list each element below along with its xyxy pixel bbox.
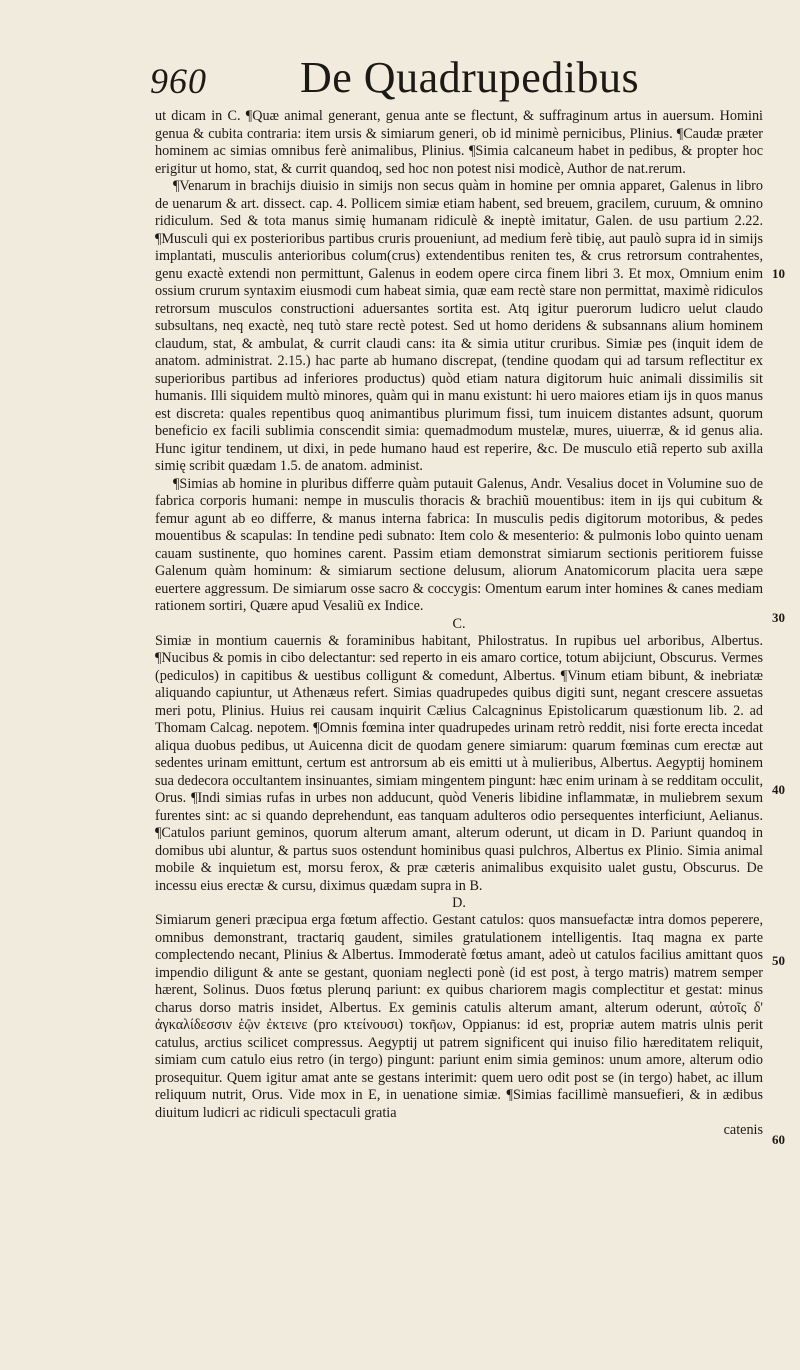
section-c-text: Simiæ in montium cauernis & foraminibus habitant, Philostratus. In rupibus uel arboribus, Albertus. ¶Nucibus & pomis in cibo delectantur: sed reperto in eis amaro cortice, totum abijciunt, Obscurus. Vermes (pediculos) in capitibus & uestibus colligunt & comedunt, Albertus. ¶Vinum etiam bibunt, & inebriatæ aliquando capiuntur, ut Athenæus refert. Simias quadrupedes quibus digiti sunt, negant crescere assuetas meri potu, Plinius. Huius rei causam inquirit Cælius Calcagninus Epistolicarum quæstionum lib. 2. ad Thomam Calcag. nepotem. ¶Omnis fœmina inter quadrupedes urinam retrò reddit, nisi forte erecta incedat aliqua duobus pedibus, ut Auicenna dicit de quodam genere simiarum: quarum fœminas cum erectæ aut sedentes urinam emittunt, certum est antrorsum ab eis emitti ut à mulieribus, Albertus. Aegyptij hominem sua dedecora occultantem insinuantes, simiam mingentem pingunt: hæc enim urinam à se redditam occulit, Orus. ¶Indi simias rufas in urbes non adducunt, quòd Veneris libidine inflammatæ, in muliebrem sexum furentes sint: ac si quando deprehendunt, eas tanquam adulteros odio persequentes interficiunt, Aelianus. ¶Catulos pariunt geminos, quorum alterum amant, alterum oderunt, ut dicam in D. Pariunt quandoq in domibus ubi aluntur, & partus suos ostendunt hominibus quasi pulchros, Albertus ex Plinio. Simia animal mobile & inquietum est, morsu ferox, & præ cæteris animalibus exquisito ualet gustu, Obscurus. De incessu eius erectæ & cursu, diximus quædam supra in B. xyxy=(155,632,763,894)
body-text xyxy=(155,108,763,1140)
catchword: catenis xyxy=(723,1122,763,1138)
section-letter-d: D. xyxy=(452,895,466,911)
paragraph-3: ¶Simias ab homine in pluribus differre quàm putauit Galenus, Andr. Vesalius docet in Volumine suo de fabrica corporis humani: nempe in musculis thoracis & brachiũ mouentibus: item in ijs qui cubitum & femur agunt ab eo differre, & manus interna fabrica: In musculis pedis digitorum motoribus, & pedes mouentibus & scapulas: In tendine pedi subnato: Item colo & mesenterio: & pulmonis lobo quinto uenam cauam sustinente, quo homines carent. Passim etiam demonstrat simiarum sectionis peritiorem fuisse Galenum quàm hominum: & simiarum sectione delusum, aliorum Anatomicorum placita uera sæpe euertere aggressum. De simiarum osse sacro & coccygis: Omentum earum inter homines & canes mediam rationem sortiri, Quære apud Vesaliũ ex Indice. xyxy=(155,475,763,614)
margin-number-40: 40 xyxy=(772,782,785,797)
page-header xyxy=(150,52,770,112)
paragraph-2: ¶Venarum in brachijs diuisio in simijs non secus quàm in homine per omnia apparet, Galenus in libro de uenarum & art. dissect. cap. 4. Pollicem simiæ etiam habent, sed breuem, gracilem, curuum, & omnino ridiculum. Sed & tota manus simię humanam ridiculè & ineptè imitatur, Galen. de usu partium 2.22. ¶Musculi qui ex posterioribus partibus cruris proueniunt, ad medium ferè tibię, aut paulò supra id in simijs implantati, musculis anterioribus colum(crus) extendentibus reniten tes, & crus retrorsum contrahentes, genu exactè extendi non permittunt, Galenus in eodem opere circa finem libri 3. Et mox, Omnium enim ossium crurum syntaxim eiusmodi cum habeat simia, quæ eam rectè stare non permittat, maximè ridiculos retrorsum musculos constructioni aduersantes sortita est. Atq igitur puerorum ludicro uelut claudo subsultans, neq exactè, neq tutò stare rectè potest. Sed ut homo deridens & subsannans alium hominem claudum, stat, & ambulat, & currit claudi cans: ita & simia utitur cruribus. Simiæ pes (inquit idem de anatom. administrat. 2.15.) hac parte ab humano discrepat, (tendine quodam qui ad tarsum reflectitur ex superioribus partibus ad inferiores productus) quòd etiam natura digitorum huic animali dissimilis sit humanis. Illi siquidem multò minores, quàm qui in manu existunt: hi uero maiores etiam ijs in quos manus est discreta: quales repentibus quoq animantibus plurimum fissi, tum inuicem distantes adsunt, quorum beneficio ex facili sublimia conscendit simia: quemadmodum mustelæ, mures, uiuerræ, & id genus alia. Hunc igitur tendinem, ut dixi, in pede humano haud est reperire, &c. De musculo etiã reperto sub axilla simię scribit quædam 1.5. de anatom. administ. xyxy=(155,178,763,474)
paragraph-1: ut dicam in C. ¶Quæ animal generant, genua ante se flectunt, & suffraginum artus in auersum. Homini genua & cubita contraria: item ursis & simiarum generi, ob id minimè pernicibus, Plinius. ¶Caudæ præter hominem ac simias omnibus ferè animalibus, Plinius. ¶Simia calcaneum habet in pedibus, & propter hoc erigitur ut homo, stat, & currit quandoq, sed hoc non potest nisi modicè, Author de nat.rerum. xyxy=(155,108,763,177)
margin-number-50: 50 xyxy=(772,953,785,968)
page-number: 960 xyxy=(150,61,207,101)
margin-number-10: 10 xyxy=(772,266,785,281)
section-d-text: Simiarum generi præcipua erga fœtum affectio. Gestant catulos: quos mansuefactæ intra domos peperere, omnibus demonstrant, tractariq gaudent, similes gratulationem intelligentis. Itaq magna ex parte complectendo necant, Plinius & Albertus. Immoderatè fœtus amant, adeò ut catulos facilius amittant quos impendio diligunt & ante se gestant, quoniam neglecti ponè (id est post, à tergo matris) matrem semper hærent, Solinus. Duos fœtus plerunq pariunt: ex quibus chariorem magis complectitur et gestat: minus charus dorso matris insidet, Albertus. Ex geminis catulis alterum amant, alterum oderunt, αὐτοῖς δ' ἀγκαλίδεσσιν ἑῷν ἐκτεινε (pro κτείνουσι) τοκῆων, Oppianus: id est, propriæ autem matris ulnis perit catulus, arctius scilicet compressus. Aegyptij ut patrem significent qui inuiso filio hæreditatem reliquit, simiam cum catulo eius retro (in tergo) pingunt: pariunt enim simia geminos: unum amore, alterum odio prosequitur. Quem igitur amat ante se gestans interimit: quem uero odit post se (in tergo) habet, ac illum reliquum nutrit, Orus. Vide mox in E, in uenatione simiæ. ¶Simias facillimè mansuefieri, & in ædibus diuitum ludicri ac ridiculi spectaculi gratia xyxy=(155,912,763,1121)
margin-number-30: 30 xyxy=(772,610,785,625)
margin-number-60: 60 xyxy=(772,1132,785,1147)
running-head: De Quadrupedibus xyxy=(300,53,640,102)
section-letter-c: C. xyxy=(452,615,466,632)
